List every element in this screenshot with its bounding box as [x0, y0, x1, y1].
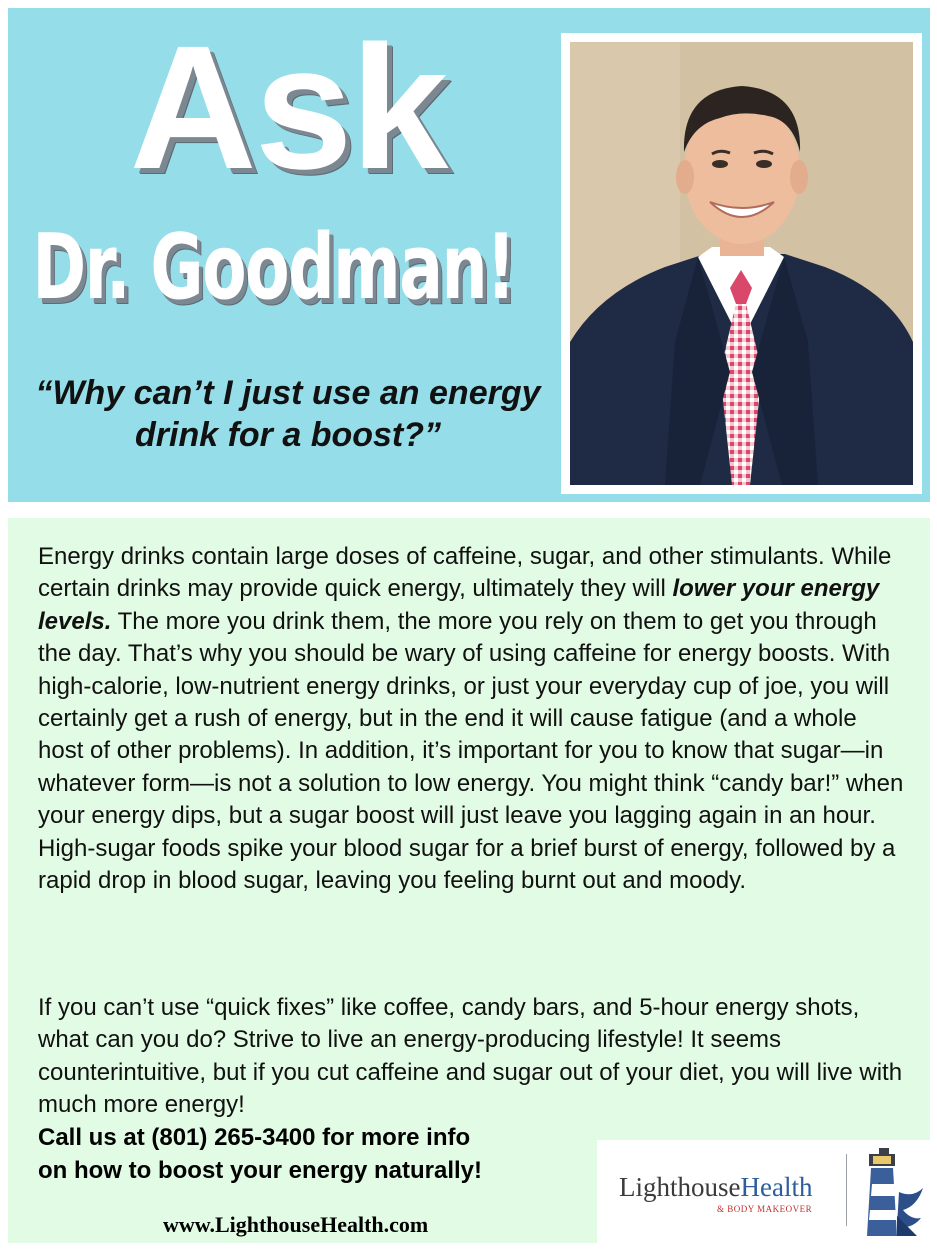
- lighthouse-icon: [851, 1144, 925, 1240]
- logo-wordmark: [619, 1172, 812, 1203]
- logo-tagline: & BODY MAKEOVER: [717, 1204, 813, 1214]
- title-dr-goodman: Dr. Goodman!: [32, 215, 515, 320]
- doctor-portrait-illustration: [570, 42, 913, 485]
- logo-divider: [846, 1154, 847, 1226]
- article-paragraph-2: If you can’t use “quick fixes” like coffee, candy bars, and 5-hour energy shots, what can you do? Strive to live an energy-producing lifestyle! It seems counterintuitive, but if you cut caffeine and sugar out of your diet, you will live with much more energy!: [38, 994, 903, 1119]
- paragraph-1-emphasis: lower your energy levels.: [38, 575, 880, 635]
- question-heading: “Why can’t I just use an energy drink for a boost?”: [35, 374, 541, 454]
- cta-line-2: on how to boost your energy naturally!: [38, 1156, 483, 1184]
- call-to-action: [38, 1122, 598, 1187]
- title-ask: Ask: [129, 10, 447, 206]
- article-panel: [8, 518, 930, 1243]
- cta-line-1: Call us at (801) 265-3400 for more info: [38, 1124, 471, 1151]
- doctor-portrait: [570, 42, 913, 485]
- website-link[interactable]: www.LighthouseHealth.com: [163, 1212, 429, 1237]
- header-banner: [8, 8, 930, 502]
- portrait-frame: [561, 33, 922, 494]
- logo-name-part1: Lighthouse: [619, 1172, 741, 1202]
- paragraph-1-rest: The more you drink them, the more you rely on them to get you through the day. That’s why you should be wary of using caffeine for energy boosts. With high-calorie, low-nutrient energy drinks, or just your everyday cup of joe, you will certainly get a rush of energy, but in the end it will cause fatigue (and a whole host of other problems). In addition, it’s important for you to know that sugar—in whatever form—is not a solution to low energy. You might think “candy bar!” when your energy dips, but a sugar boost will just leave you lagging again in an hour. High-sugar foods spike your blood sugar for a brief burst of energy, followed by a rapid drop in blood sugar, leaving you feeling burnt out and moody.: [38, 607, 904, 895]
- article-paragraph-1: [38, 541, 908, 897]
- paragraph-1-intro: Energy drinks contain large doses of caffeine, sugar, and other stimulants. While certain drinks may provide quick energy, ultimately they will: [38, 543, 892, 603]
- lighthouse-health-logo: [597, 1140, 930, 1243]
- logo-name-part2: Health: [740, 1172, 813, 1202]
